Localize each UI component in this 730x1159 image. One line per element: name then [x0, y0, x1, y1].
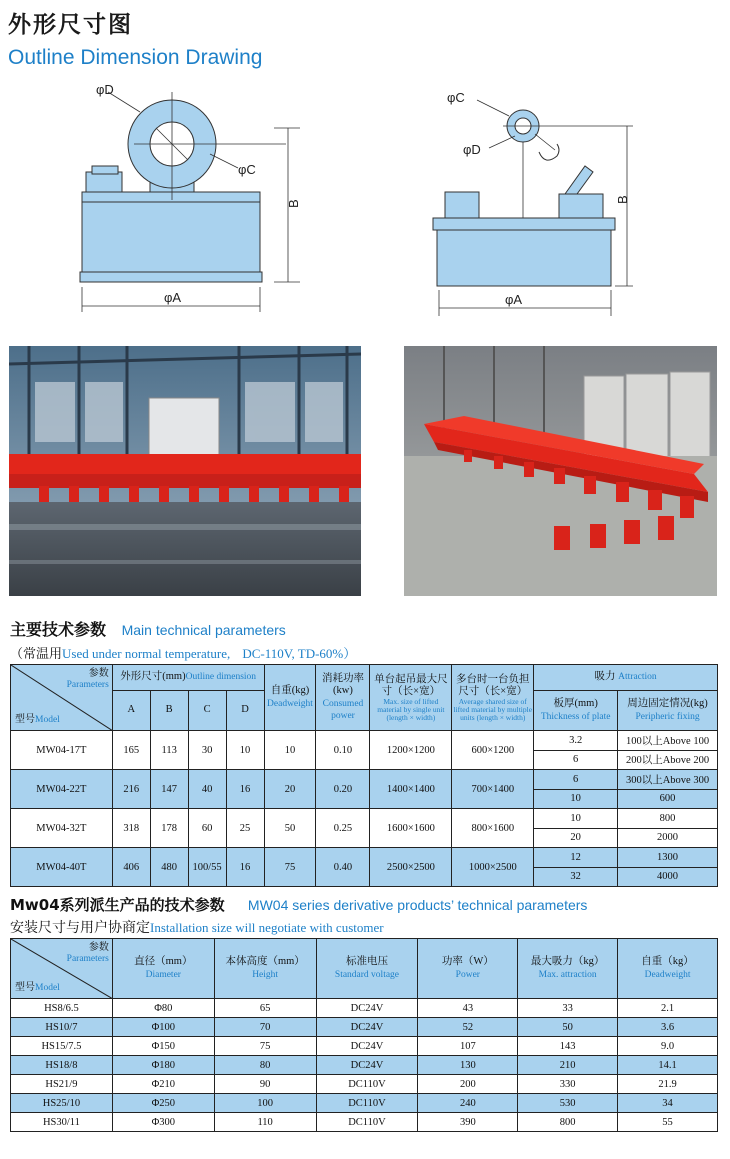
- cell-weight: 75: [264, 848, 316, 887]
- main-params-table: [10, 664, 718, 887]
- cell-c: 40: [188, 770, 226, 809]
- table-cell: 33: [518, 999, 618, 1018]
- cell-single: 1600×1600: [370, 809, 452, 848]
- cell-thick: 10: [534, 789, 618, 809]
- table-row: [11, 1018, 718, 1037]
- cell-d: 16: [226, 848, 264, 887]
- header-attraction: 吸力 Attraction: [534, 665, 718, 691]
- cell-d: 10: [226, 731, 264, 770]
- header-model-en: Model: [35, 715, 60, 726]
- header-max-attraction: 最大吸力（kg） Max. attraction: [518, 939, 618, 999]
- cell-a: 318: [112, 809, 150, 848]
- cell-thick: 20: [534, 828, 618, 848]
- label-b: B: [286, 199, 301, 208]
- table-cell: DC24V: [316, 999, 418, 1018]
- header-col-a: A: [112, 691, 150, 731]
- header-param-en: Parameters: [66, 954, 109, 964]
- table-cell: HS8/6.5: [11, 999, 113, 1018]
- header-param-cn: 参数: [88, 942, 109, 953]
- cell-power: 0.40: [316, 848, 370, 887]
- cell-a: 406: [112, 848, 150, 887]
- cell-model: MW04-17T: [11, 731, 113, 770]
- outline-drawing-side: [415, 80, 645, 320]
- header-multi-size: 多台时一台负担尺寸（长×宽） Average shared size of lifted material by multiple units (length × width): [452, 665, 534, 731]
- table-cell: 330: [518, 1075, 618, 1094]
- header-single-size: 单台起吊最大尺寸（长×宽） Max. size of lifted material by single unit (length × width): [370, 665, 452, 731]
- table-row: [11, 1075, 718, 1094]
- label-phi-a: φA: [505, 292, 523, 307]
- table-cell: 52: [418, 1018, 518, 1037]
- cell-weight: 10: [264, 731, 316, 770]
- table-cell: DC110V: [316, 1075, 418, 1094]
- table-cell: Φ180: [112, 1056, 214, 1075]
- cell-fix: 300以上Above 300: [618, 770, 718, 790]
- header-voltage: 标准电压 Standard voltage: [316, 939, 418, 999]
- cell-a: 216: [112, 770, 150, 809]
- table-cell: 800: [518, 1113, 618, 1132]
- cell-model: MW04-32T: [11, 809, 113, 848]
- section-title-main-params-en: Main technical parameters: [121, 622, 286, 638]
- cell-fix: 200以上Above 200: [618, 750, 718, 770]
- label-phi-a: φA: [164, 290, 182, 305]
- table-cell: HS15/7.5: [11, 1037, 113, 1056]
- header-model-cn: 型号: [15, 982, 35, 994]
- table-cell: HS30/11: [11, 1113, 113, 1132]
- header-param-model: [11, 665, 113, 731]
- cell-thick: 6: [534, 770, 618, 790]
- cell-multi: 800×1600: [452, 809, 534, 848]
- header-param-model: [11, 939, 113, 999]
- cell-multi: 700×1400: [452, 770, 534, 809]
- header-deadweight: 自重（kg） Deadweight: [618, 939, 718, 999]
- table-row: [11, 999, 718, 1018]
- table-cell: DC24V: [316, 1018, 418, 1037]
- table-cell: 34: [618, 1094, 718, 1113]
- factory-photo-lifting-beam: [9, 346, 361, 596]
- cell-thick: 10: [534, 809, 618, 829]
- table-cell: 50: [518, 1018, 618, 1037]
- cell-single: 1200×1200: [370, 731, 452, 770]
- cell-a: 165: [112, 731, 150, 770]
- table-cell: 2.1: [618, 999, 718, 1018]
- table-cell: 3.6: [618, 1018, 718, 1037]
- table-cell: Φ300: [112, 1113, 214, 1132]
- header-thickness: 板厚(mm) Thickness of plate: [534, 691, 618, 731]
- cell-single: 1400×1400: [370, 770, 452, 809]
- table-cell: 75: [214, 1037, 316, 1056]
- header-param-en: Parameters: [66, 680, 109, 690]
- header-param-cn: 参数: [88, 668, 109, 679]
- table-cell: 9.0: [618, 1037, 718, 1056]
- page-title-cn: 外形尺寸图: [8, 12, 133, 38]
- install-note: [10, 917, 384, 937]
- label-phi-d: φD: [463, 142, 481, 157]
- table-cell: 240: [418, 1094, 518, 1113]
- table-cell: 14.1: [618, 1056, 718, 1075]
- cell-weight: 50: [264, 809, 316, 848]
- cell-b: 178: [150, 809, 188, 848]
- cell-power: 0.25: [316, 809, 370, 848]
- header-col-d: D: [226, 691, 264, 731]
- table-cell: Φ250: [112, 1094, 214, 1113]
- table-cell: 143: [518, 1037, 618, 1056]
- cell-thick: 6: [534, 750, 618, 770]
- table-row: [11, 809, 718, 829]
- table-row: [11, 1113, 718, 1132]
- cell-weight: 20: [264, 770, 316, 809]
- table-cell: HS21/9: [11, 1075, 113, 1094]
- label-phi-c: φC: [447, 90, 465, 105]
- table-row: [11, 848, 718, 868]
- header-power: 消耗功率 (kw) Consumed power: [316, 665, 370, 731]
- workshop-photo-lifting-frame: [404, 346, 717, 596]
- cell-c: 30: [188, 731, 226, 770]
- cell-thick: 12: [534, 848, 618, 868]
- cell-fix: 1300: [618, 848, 718, 868]
- table-cell: DC24V: [316, 1056, 418, 1075]
- table-cell: DC110V: [316, 1113, 418, 1132]
- cell-c: 100/55: [188, 848, 226, 887]
- table-cell: Φ100: [112, 1018, 214, 1037]
- table-cell: 21.9: [618, 1075, 718, 1094]
- header-col-c: C: [188, 691, 226, 731]
- table-cell: 70: [214, 1018, 316, 1037]
- section-title-derivative: [10, 894, 587, 915]
- table-cell: 90: [214, 1075, 316, 1094]
- table-row: [11, 731, 718, 751]
- cell-b: 480: [150, 848, 188, 887]
- table-row: [11, 1056, 718, 1075]
- table-cell: HS10/7: [11, 1018, 113, 1037]
- header-height: 本体高度（mm） Height: [214, 939, 316, 999]
- table-row: [11, 1094, 718, 1113]
- install-note-cn: 安装尺寸与用户协商定: [10, 920, 150, 936]
- section-title-main-params: [10, 617, 286, 640]
- cell-b: 113: [150, 731, 188, 770]
- derivative-params-table-body: [11, 999, 718, 1132]
- cell-power: 0.20: [316, 770, 370, 809]
- main-params-table-body: [11, 731, 718, 887]
- header-model-en: Model: [35, 983, 60, 994]
- table-cell: HS18/8: [11, 1056, 113, 1075]
- table-row: [11, 770, 718, 790]
- cell-fix: 800: [618, 809, 718, 829]
- table-cell: Φ210: [112, 1075, 214, 1094]
- usage-note-en: Used under normal temperature,: [62, 646, 231, 661]
- cell-multi: 1000×2500: [452, 848, 534, 887]
- table-cell: Φ80: [112, 999, 214, 1018]
- table-row: [11, 1037, 718, 1056]
- cell-fix: 600: [618, 789, 718, 809]
- cell-model: MW04-40T: [11, 848, 113, 887]
- header-power: 功率（W） Power: [418, 939, 518, 999]
- table-cell: 390: [418, 1113, 518, 1132]
- label-phi-c: φC: [238, 162, 256, 177]
- cell-thick: 3.2: [534, 731, 618, 751]
- page-title-en: Outline Dimension Drawing: [8, 46, 263, 69]
- header-col-b: B: [150, 691, 188, 731]
- header-model-cn: 型号: [15, 714, 35, 726]
- table-cell: 65: [214, 999, 316, 1018]
- cell-thick: 32: [534, 867, 618, 887]
- table-cell: 43: [418, 999, 518, 1018]
- derivative-params-table: [10, 938, 718, 1132]
- table-cell: 80: [214, 1056, 316, 1075]
- section-title-derivative-cn: Mw04系列派生产品的技术参数: [10, 896, 225, 914]
- table-cell: 100: [214, 1094, 316, 1113]
- table-cell: Φ150: [112, 1037, 214, 1056]
- cell-d: 25: [226, 809, 264, 848]
- cell-single: 2500×2500: [370, 848, 452, 887]
- label-phi-d: φD: [96, 82, 114, 97]
- header-diameter: 直径（mm） Diameter: [112, 939, 214, 999]
- cell-fix: 2000: [618, 828, 718, 848]
- table-cell: 107: [418, 1037, 518, 1056]
- usage-note: [10, 643, 356, 662]
- table-cell: 55: [618, 1113, 718, 1132]
- table-cell: HS25/10: [11, 1094, 113, 1113]
- cell-power: 0.10: [316, 731, 370, 770]
- header-fixing: 周边固定情况(kg) Peripheric fixing: [618, 691, 718, 731]
- table-cell: DC110V: [316, 1094, 418, 1113]
- table-cell: 530: [518, 1094, 618, 1113]
- table-cell: 130: [418, 1056, 518, 1075]
- section-title-main-params-cn: 主要技术参数: [10, 620, 107, 639]
- usage-note-tail: DC-110V, TD-60%）: [242, 646, 357, 661]
- section-title-derivative-en: MW04 series derivative products’ technical parameters: [247, 897, 588, 913]
- install-note-en: Installation size will negotiate with customer: [150, 920, 384, 935]
- table-cell: DC24V: [316, 1037, 418, 1056]
- header-weight: 自重(kg) Deadweight: [264, 665, 316, 731]
- header-outline: 外形尺寸(mm)Outline dimension: [112, 665, 264, 691]
- outline-drawing-front: [60, 72, 350, 322]
- cell-fix: 100以上Above 100: [618, 731, 718, 751]
- cell-multi: 600×1200: [452, 731, 534, 770]
- table-cell: 110: [214, 1113, 316, 1132]
- table-cell: 210: [518, 1056, 618, 1075]
- cell-c: 60: [188, 809, 226, 848]
- usage-note-cn: （常温用: [10, 647, 63, 662]
- table-cell: 200: [418, 1075, 518, 1094]
- cell-model: MW04-22T: [11, 770, 113, 809]
- cell-d: 16: [226, 770, 264, 809]
- cell-b: 147: [150, 770, 188, 809]
- cell-fix: 4000: [618, 867, 718, 887]
- label-b: B: [615, 195, 630, 204]
